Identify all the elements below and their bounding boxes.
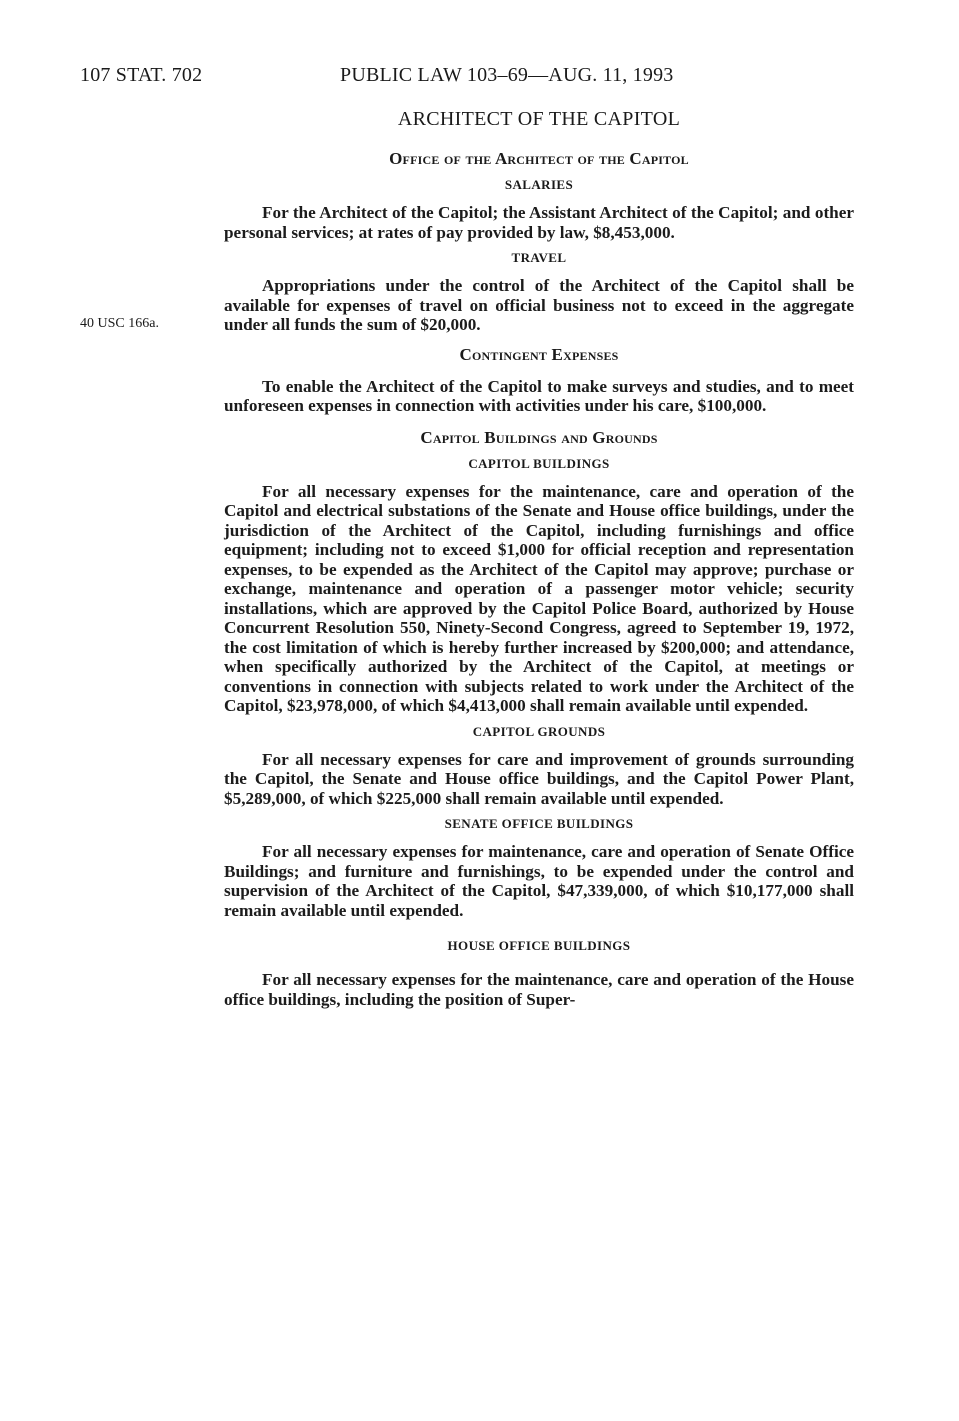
salaries-heading: SALARIES xyxy=(504,177,574,192)
house-office-buildings-paragraph: For all necessary expenses for the maintenance, care and operation of the House office buildings, including the position of Super- xyxy=(224,970,854,1009)
main-content xyxy=(224,108,854,1017)
capitol-grounds-heading: CAPITOL GROUNDS xyxy=(472,723,606,739)
capitol-buildings-heading: CAPITOL BUILDINGS xyxy=(468,455,610,471)
senate-office-buildings-heading: SENATE OFFICE BUILDINGS xyxy=(444,816,634,831)
travel-heading: TRAVEL xyxy=(511,250,567,265)
travel-paragraph: Appropriations under the control of the Architect of the Capitol shall be available for expenses of travel on official business not to exceed in the aggregate under all funds the sum of $20,000. xyxy=(224,276,854,334)
office-heading: Office of the Architect of the Capitol xyxy=(389,149,689,168)
capitol-grounds-paragraph: For all necessary expenses for care and improvement of grounds surrounding the Capitol, the Senate and House office buildings, and the Capitol Power Plant, $5,289,000, of which $225,000 shall remain available until expended. xyxy=(224,749,854,808)
buildings-grounds-heading: Capitol Buildings and Grounds xyxy=(420,427,658,447)
senate-office-buildings-paragraph: For all necessary expenses for maintenance, care and operation of Senate Office Buildings; and furniture and furnishings, to be expended under the control and supervision of the Architect of the Capitol, $47,339,000, of which $10,177,000 shall remain available until expended. xyxy=(224,842,854,920)
salaries-paragraph: For the Architect of the Capitol; the Assistant Architect of the Capitol; and other personal services; at rates of pay provided by law, $8,453,000. xyxy=(224,203,854,242)
contingent-heading: Contingent Expenses xyxy=(459,344,619,364)
stat-reference: 107 STAT. 702 xyxy=(80,64,203,86)
capitol-buildings-paragraph: For all necessary expenses for the maintenance, care and operation of the Capitol and electrical substations of the Senate and House office buildings, under the jurisdiction of the Architect of the Capitol, including furnishings and office equipment; including not to exceed $1,000 for official reception and representation expenses, to be expended as the Architect of the Capitol may approve; purchase or exchange, maintenance and operation of a passenger motor vehicle; security installations, which are approved by the Capitol Police Board, authorized by House Concurrent Resolution 550, Ninety-Second Congress, agreed to September 19, 1972, the cost limitation of which is hereby further increased by $200,000; and attendance, when specifically authorized by the Architect of the Capitol, at meetings or conventions in connection with subjects related to work under the Architect of the Capitol, $23,978,000, of which $4,413,000 shall remain available until expended. xyxy=(224,481,854,715)
contingent-paragraph: To enable the Architect of the Capitol to make surveys and studies, and to meet unforeseen expenses in connection with activities under his care, $100,000. xyxy=(224,376,854,415)
house-office-buildings-heading: HOUSE OFFICE BUILDINGS xyxy=(447,938,631,953)
public-law-header: PUBLIC LAW 103–69—AUG. 11, 1993 xyxy=(340,64,674,86)
page-title: ARCHITECT OF THE CAPITOL xyxy=(397,108,681,130)
margin-citation: 40 USC 166a. xyxy=(80,316,159,331)
